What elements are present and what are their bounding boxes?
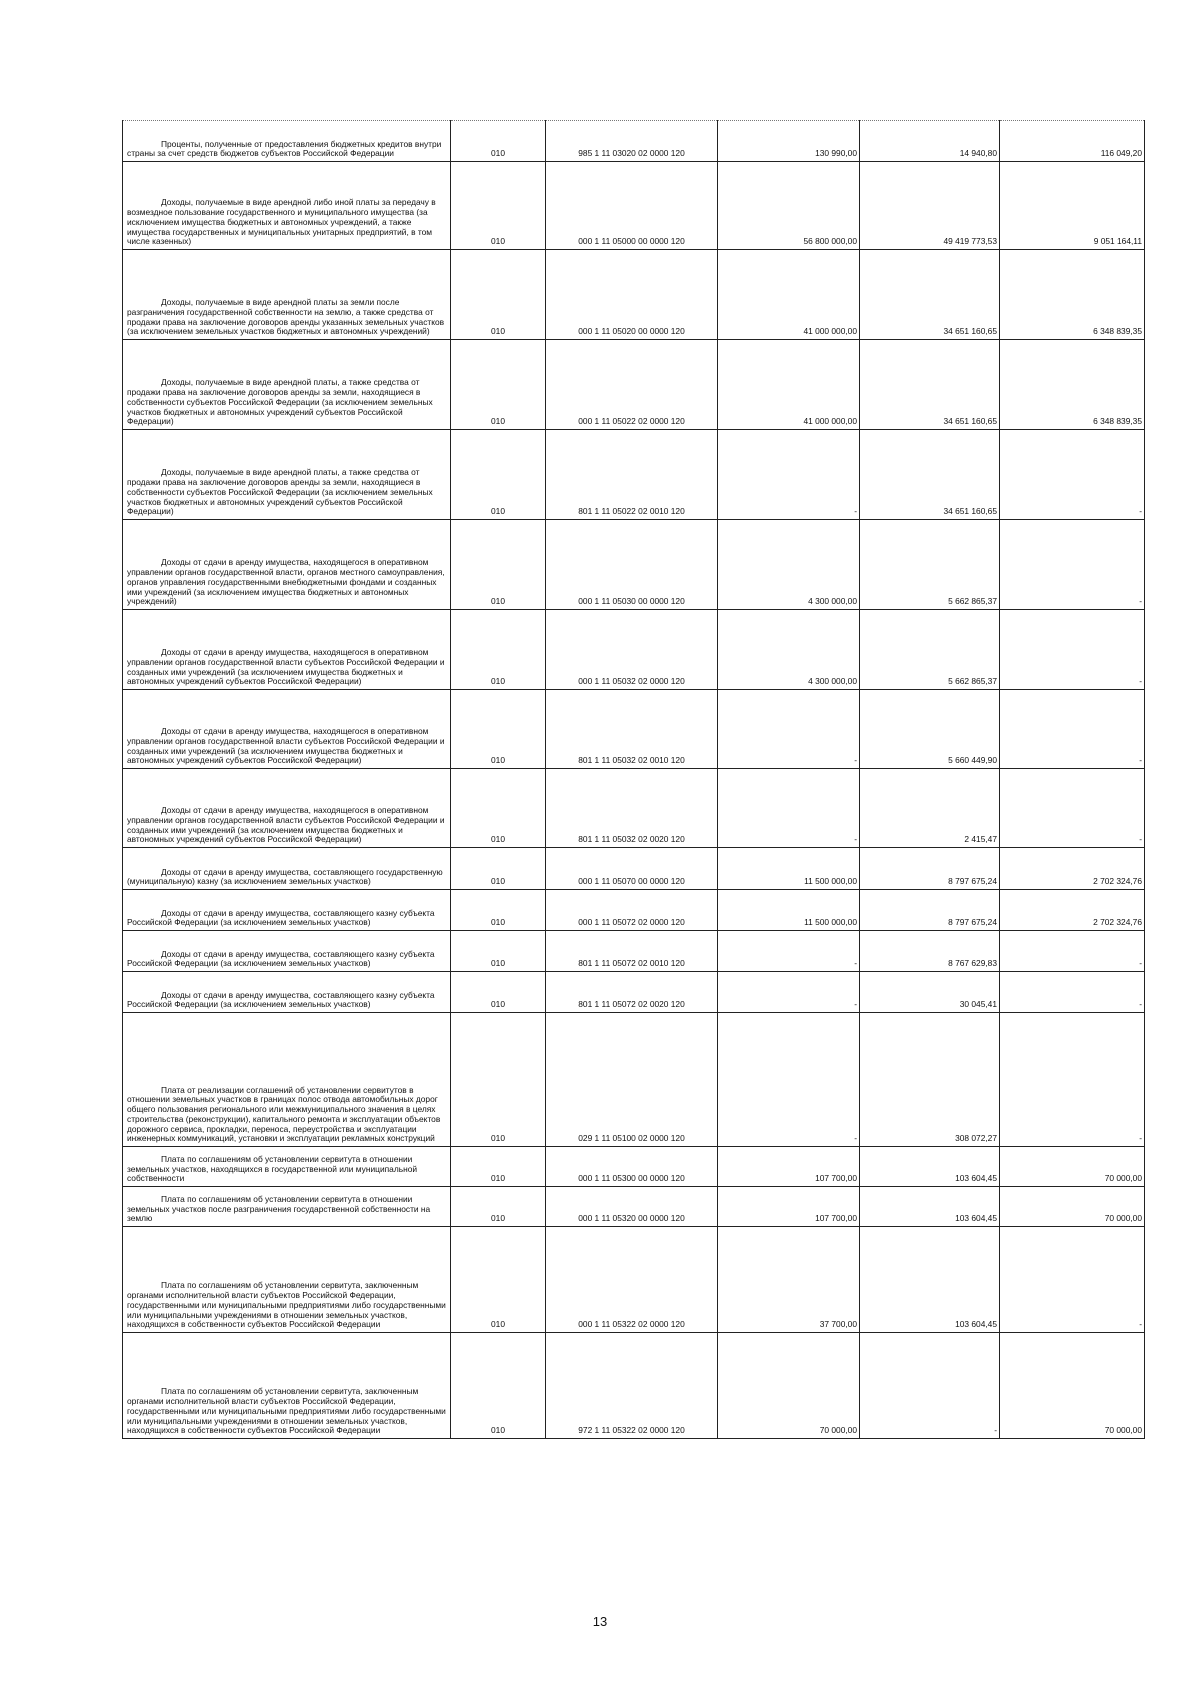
row-executed-cell: 5 660 449,90 bbox=[860, 690, 1000, 769]
row-kbk-code-cell: 801 1 11 05022 02 0010 120 bbox=[546, 430, 718, 520]
table-row bbox=[123, 610, 1145, 690]
row-unexecuted-cell: 70 000,00 bbox=[1000, 1147, 1145, 1187]
table-row bbox=[123, 1147, 1145, 1187]
row-name-cell bbox=[123, 690, 451, 769]
row-code-cell: 010 bbox=[451, 769, 546, 848]
row-kbk-code-cell: 801 1 11 05072 02 0020 120 bbox=[546, 972, 718, 1013]
row-kbk-code-cell: 029 1 11 05100 02 0000 120 bbox=[546, 1013, 718, 1147]
row-code-cell: 010 bbox=[451, 890, 546, 931]
row-kbk-code-cell: 985 1 11 03020 02 0000 120 bbox=[546, 121, 718, 162]
row-name-cell bbox=[123, 121, 451, 162]
row-name-cell bbox=[123, 972, 451, 1013]
row-name-cell bbox=[123, 430, 451, 520]
table-row bbox=[123, 430, 1145, 520]
row-name-text: Доходы от сдачи в аренду имущества, составляющего казну субъекта Российской Федерации (за исключением земельных участков) bbox=[127, 989, 435, 1010]
table-row bbox=[123, 890, 1145, 931]
row-unexecuted-cell: - bbox=[1000, 972, 1145, 1013]
row-executed-cell: 2 415,47 bbox=[860, 769, 1000, 848]
table-row bbox=[123, 1013, 1145, 1147]
row-unexecuted-cell: - bbox=[1000, 1227, 1145, 1333]
table-row bbox=[123, 520, 1145, 610]
row-name-text: Плата по соглашениям об установлении сервитута в отношении земельных участков, находящихся в государственной или муниципальной собственности bbox=[127, 1153, 418, 1184]
row-name-text: Доходы от сдачи в аренду имущества, находящегося в оперативном управлении органов государственной власти, органов местного самоуправления, органов управления государственными внебюджетными фондами и созданных ими учреждений (за исключением имущества бюджетных и автономных учреждений) bbox=[127, 557, 445, 607]
row-name-cell bbox=[123, 1187, 451, 1227]
row-code-cell: 010 bbox=[451, 1013, 546, 1147]
row-code-cell: 010 bbox=[451, 690, 546, 769]
row-name-text: Доходы от сдачи в аренду имущества, составляющего государственную (муниципальную) казну (за исключением земельных участков) bbox=[127, 866, 443, 887]
row-unexecuted-cell: 70 000,00 bbox=[1000, 1187, 1145, 1227]
row-name-cell bbox=[123, 610, 451, 690]
row-name-text: Плата от реализации соглашений об установлении сервитутов в отношении земельных участков в границах полос отвода автомобильных дорог общего пользования регионального или межмуниципального значения в целях строительства (реконструкции), капитального ремонта и эксплуатации объектов дорожного сервиса, прокладки, переноса, переустройства и эксплуатации инженерных коммуникаций, установки и эксплуатации рекламных конструкций bbox=[127, 1084, 441, 1144]
row-unexecuted-cell: - bbox=[1000, 690, 1145, 769]
row-executed-cell: 49 419 773,53 bbox=[860, 162, 1000, 250]
row-planned-cell: 11 500 000,00 bbox=[718, 890, 860, 931]
row-name-text: Доходы от сдачи в аренду имущества, находящегося в оперативном управлении органов государственной власти субъектов Российской Федерации и созданных ими учреждений (за исключением имущества бюджетных и автономных учреждений субъектов Российской Федерации) bbox=[127, 805, 445, 845]
row-code-cell: 010 bbox=[451, 121, 546, 162]
page-number: 13 bbox=[592, 1614, 608, 1629]
row-name-text: Доходы, получаемые в виде арендной платы за земли после разграничения государственной собственности на землю, а также средства от продажи права на заключение договоров аренды указанных земельных участков (за исключением земельных участков бюджетных и автономных учреждений) bbox=[127, 297, 445, 337]
row-name-text: Доходы от сдачи в аренду имущества, находящегося в оперативном управлении органов государственной власти субъектов Российской Федерации и созданных ими учреждений (за исключением имущества бюджетных и автономных учреждений субъектов Российской Федерации) bbox=[127, 726, 445, 766]
row-executed-cell: 34 651 160,65 bbox=[860, 430, 1000, 520]
table-row bbox=[123, 1187, 1145, 1227]
row-executed-cell: 34 651 160,65 bbox=[860, 250, 1000, 340]
row-executed-cell: 308 072,27 bbox=[860, 1013, 1000, 1147]
row-unexecuted-cell: 6 348 839,35 bbox=[1000, 340, 1145, 430]
row-planned-cell: 130 990,00 bbox=[718, 121, 860, 162]
row-name-cell bbox=[123, 769, 451, 848]
row-kbk-code-cell: 801 1 11 05072 02 0010 120 bbox=[546, 931, 718, 972]
row-executed-cell: 5 662 865,37 bbox=[860, 520, 1000, 610]
table-row bbox=[123, 931, 1145, 972]
row-planned-cell: - bbox=[718, 430, 860, 520]
row-name-cell bbox=[123, 931, 451, 972]
row-planned-cell: 41 000 000,00 bbox=[718, 340, 860, 430]
row-name-cell bbox=[123, 1227, 451, 1333]
row-name-text: Доходы от сдачи в аренду имущества, находящегося в оперативном управлении органов государственной власти субъектов Российской Федерации и созданных ими учреждений (за исключением имущества бюджетных и автономных учреждений субъектов Российской Федерации) bbox=[127, 647, 445, 687]
row-name-text: Доходы от сдачи в аренду имущества, составляющего казну субъекта Российской Федерации (за исключением земельных участков) bbox=[127, 907, 435, 928]
row-executed-cell: 5 662 865,37 bbox=[860, 610, 1000, 690]
row-executed-cell: 14 940,80 bbox=[860, 121, 1000, 162]
row-kbk-code-cell: 972 1 11 05322 02 0000 120 bbox=[546, 1333, 718, 1439]
row-code-cell: 010 bbox=[451, 1333, 546, 1439]
row-unexecuted-cell: - bbox=[1000, 430, 1145, 520]
row-code-cell: 010 bbox=[451, 162, 546, 250]
row-code-cell: 010 bbox=[451, 848, 546, 890]
row-name-cell bbox=[123, 890, 451, 931]
table-row bbox=[123, 690, 1145, 769]
row-code-cell: 010 bbox=[451, 1227, 546, 1333]
row-planned-cell: 41 000 000,00 bbox=[718, 250, 860, 340]
row-unexecuted-cell: - bbox=[1000, 1013, 1145, 1147]
row-executed-cell: 8 797 675,24 bbox=[860, 848, 1000, 890]
row-planned-cell: 107 700,00 bbox=[718, 1147, 860, 1187]
row-unexecuted-cell: 6 348 839,35 bbox=[1000, 250, 1145, 340]
row-kbk-code-cell: 000 1 11 05322 02 0000 120 bbox=[546, 1227, 718, 1333]
row-planned-cell: - bbox=[718, 972, 860, 1013]
table-row bbox=[123, 769, 1145, 848]
table-row bbox=[123, 1333, 1145, 1439]
row-kbk-code-cell: 000 1 11 05320 00 0000 120 bbox=[546, 1187, 718, 1227]
row-name-cell bbox=[123, 162, 451, 250]
row-kbk-code-cell: 000 1 11 05070 00 0000 120 bbox=[546, 848, 718, 890]
row-name-text: Доходы, получаемые в виде арендной платы, а также средства от продажи права на заключение договоров аренды за земли, находящиеся в собственности субъектов Российской Федерации (за исключением земельных участков бюджетных и автономных учреждений субъектов Российской Федерации) bbox=[127, 467, 433, 517]
row-executed-cell: 8 797 675,24 bbox=[860, 890, 1000, 931]
row-name-text: Проценты, полученные от предоставления бюджетных кредитов внутри страны за счет средств бюджетов субъектов Российской Федерации bbox=[127, 138, 442, 159]
row-unexecuted-cell: - bbox=[1000, 931, 1145, 972]
row-executed-cell: 30 045,41 bbox=[860, 972, 1000, 1013]
row-name-cell bbox=[123, 340, 451, 430]
row-name-cell bbox=[123, 848, 451, 890]
row-planned-cell: 11 500 000,00 bbox=[718, 848, 860, 890]
row-executed-cell: 103 604,45 bbox=[860, 1147, 1000, 1187]
table-body bbox=[123, 121, 1145, 1439]
row-code-cell: 010 bbox=[451, 931, 546, 972]
row-code-cell: 010 bbox=[451, 340, 546, 430]
row-executed-cell: 103 604,45 bbox=[860, 1187, 1000, 1227]
table-row bbox=[123, 972, 1145, 1013]
row-code-cell: 010 bbox=[451, 520, 546, 610]
row-code-cell: 010 bbox=[451, 250, 546, 340]
row-name-text: Доходы, получаемые в виде арендной платы, а также средства от продажи права на заключение договоров аренды за земли, находящиеся в собственности субъектов Российской Федерации (за исключением земельных участков бюджетных и автономных учреждений субъектов Российской Федерации) bbox=[127, 377, 433, 427]
table-row bbox=[123, 340, 1145, 430]
row-name-text: Доходы от сдачи в аренду имущества, составляющего казну субъекта Российской Федерации (за исключением земельных участков) bbox=[127, 948, 435, 969]
table-row bbox=[123, 848, 1145, 890]
row-kbk-code-cell: 000 1 11 05022 02 0000 120 bbox=[546, 340, 718, 430]
row-code-cell: 010 bbox=[451, 1187, 546, 1227]
row-executed-cell: 34 651 160,65 bbox=[860, 340, 1000, 430]
row-unexecuted-cell: - bbox=[1000, 769, 1145, 848]
row-name-text: Доходы, получаемые в виде арендной либо иной платы за передачу в возмездное пользование государственного и муниципального имущества (за исключением имущества бюджетных и автономных учреждений, а также имущества государственных и муниципальных унитарных предприятий, в том числе казенных) bbox=[127, 197, 436, 247]
row-kbk-code-cell: 801 1 11 05032 02 0020 120 bbox=[546, 769, 718, 848]
row-name-text: Плата по соглашениям об установлении сервитута в отношении земельных участков после разграничения государственной собственности на землю bbox=[127, 1193, 431, 1224]
row-planned-cell: 4 300 000,00 bbox=[718, 610, 860, 690]
row-name-cell bbox=[123, 250, 451, 340]
row-planned-cell: 107 700,00 bbox=[718, 1187, 860, 1227]
row-name-text: Плата по соглашениям об установлении сервитута, заключенным органами исполнительной власти субъектов Российской Федерации, государственными или муниципальными предприятиями либо государственными или муниципальными учреждениями в отношении земельных участков, находящихся в собственности субъектов Российской Федерации bbox=[127, 1386, 446, 1436]
row-planned-cell: - bbox=[718, 1013, 860, 1147]
row-kbk-code-cell: 000 1 11 05000 00 0000 120 bbox=[546, 162, 718, 250]
row-planned-cell: 56 800 000,00 bbox=[718, 162, 860, 250]
revenue-table bbox=[122, 120, 1145, 1439]
row-unexecuted-cell: 70 000,00 bbox=[1000, 1333, 1145, 1439]
row-name-cell bbox=[123, 1013, 451, 1147]
row-code-cell: 010 bbox=[451, 1147, 546, 1187]
row-unexecuted-cell: 2 702 324,76 bbox=[1000, 890, 1145, 931]
row-planned-cell: 4 300 000,00 bbox=[718, 520, 860, 610]
row-name-cell bbox=[123, 1147, 451, 1187]
row-kbk-code-cell: 000 1 11 05032 02 0000 120 bbox=[546, 610, 718, 690]
row-planned-cell: - bbox=[718, 690, 860, 769]
row-kbk-code-cell: 000 1 11 05072 02 0000 120 bbox=[546, 890, 718, 931]
row-planned-cell: 70 000,00 bbox=[718, 1333, 860, 1439]
table-row bbox=[123, 121, 1145, 162]
row-executed-cell: - bbox=[860, 1333, 1000, 1439]
row-unexecuted-cell: - bbox=[1000, 520, 1145, 610]
row-planned-cell: 37 700,00 bbox=[718, 1227, 860, 1333]
row-executed-cell: 8 767 629,83 bbox=[860, 931, 1000, 972]
row-unexecuted-cell: 2 702 324,76 bbox=[1000, 848, 1145, 890]
table-row bbox=[123, 250, 1145, 340]
row-unexecuted-cell: 116 049,20 bbox=[1000, 121, 1145, 162]
row-kbk-code-cell: 000 1 11 05300 00 0000 120 bbox=[546, 1147, 718, 1187]
row-code-cell: 010 bbox=[451, 972, 546, 1013]
row-name-cell bbox=[123, 520, 451, 610]
row-code-cell: 010 bbox=[451, 430, 546, 520]
row-kbk-code-cell: 000 1 11 05020 00 0000 120 bbox=[546, 250, 718, 340]
row-executed-cell: 103 604,45 bbox=[860, 1227, 1000, 1333]
row-name-text: Плата по соглашениям об установлении сервитута, заключенным органами исполнительной власти субъектов Российской Федерации, государственными или муниципальными предприятиями либо государственными или муниципальными учреждениями в отношении земельных участков, находящихся в собственности субъектов Российской Федерации bbox=[127, 1280, 446, 1330]
row-planned-cell: - bbox=[718, 769, 860, 848]
row-planned-cell: - bbox=[718, 931, 860, 972]
row-unexecuted-cell: - bbox=[1000, 610, 1145, 690]
row-kbk-code-cell: 801 1 11 05032 02 0010 120 bbox=[546, 690, 718, 769]
row-unexecuted-cell: 9 051 164,11 bbox=[1000, 162, 1145, 250]
table-row bbox=[123, 1227, 1145, 1333]
row-code-cell: 010 bbox=[451, 610, 546, 690]
row-kbk-code-cell: 000 1 11 05030 00 0000 120 bbox=[546, 520, 718, 610]
row-name-cell bbox=[123, 1333, 451, 1439]
table-row bbox=[123, 162, 1145, 250]
